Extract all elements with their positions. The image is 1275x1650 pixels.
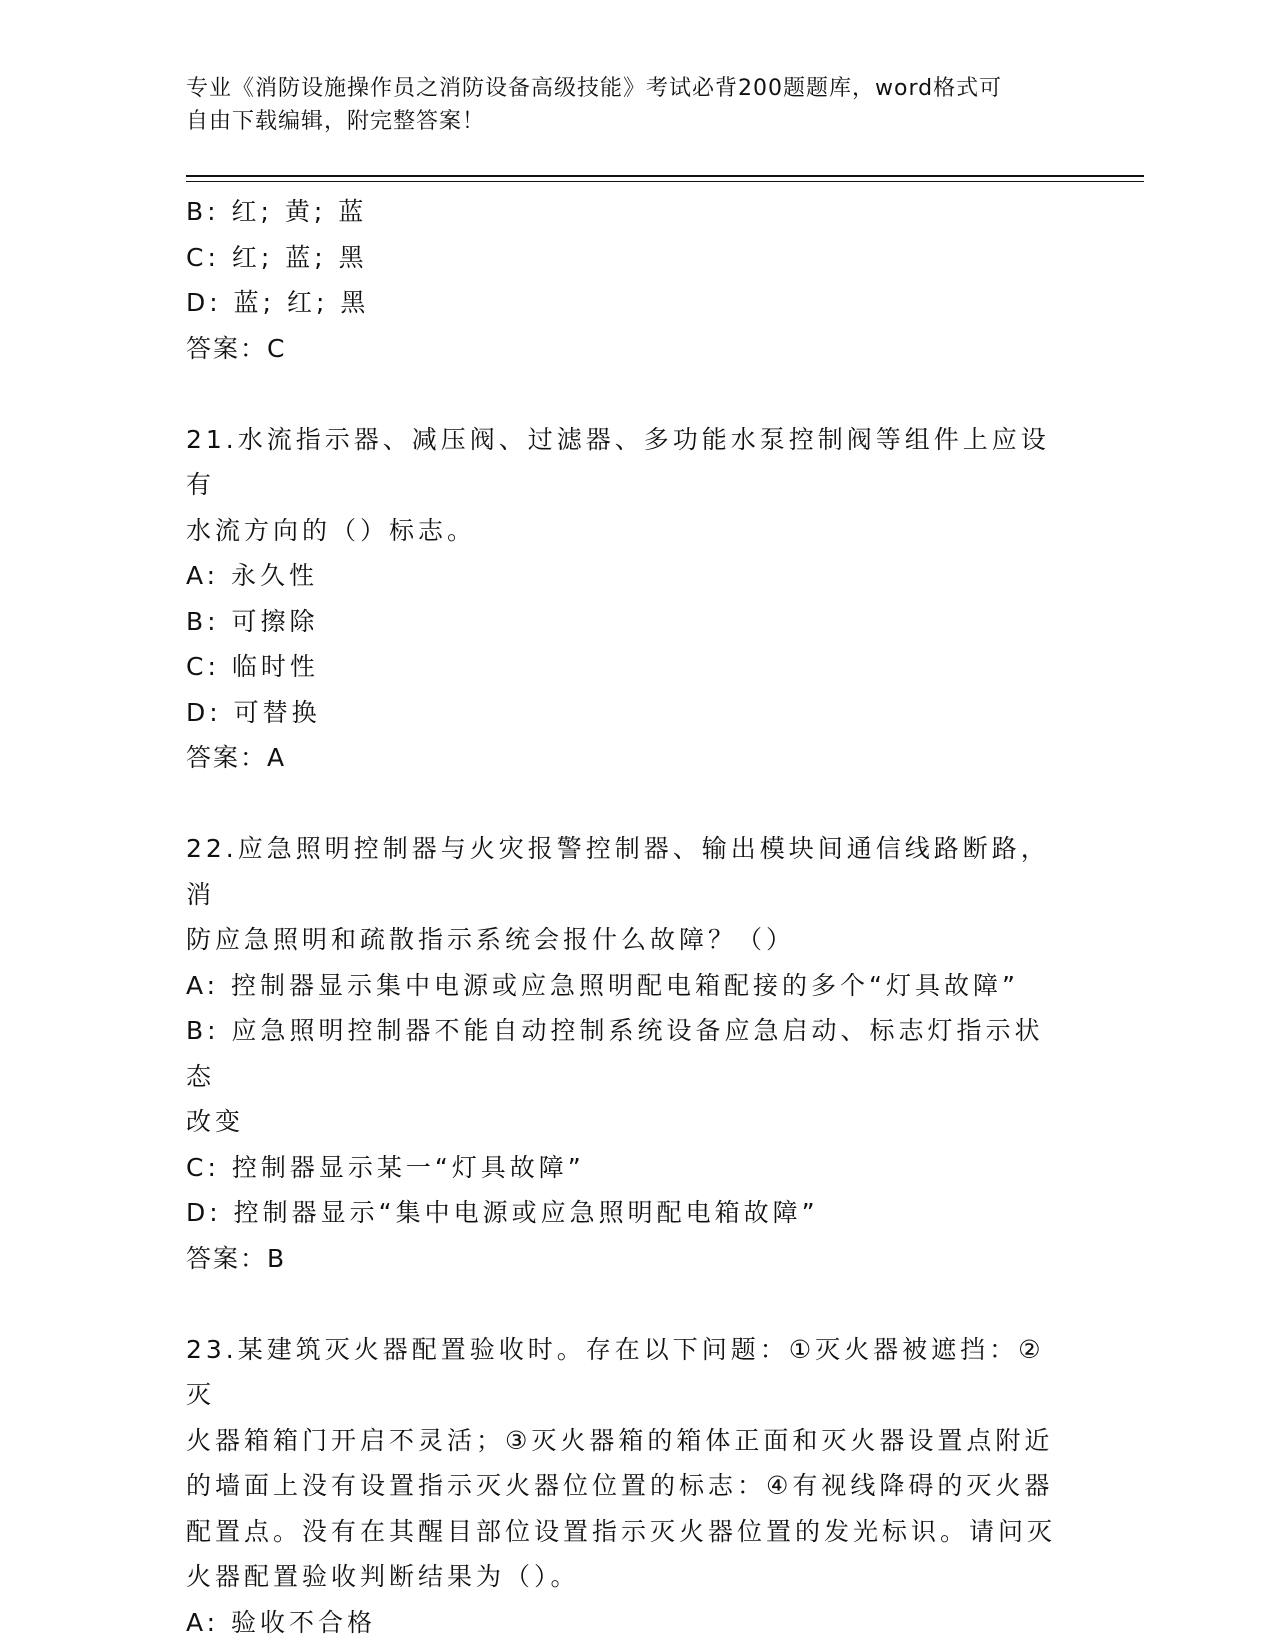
spacer xyxy=(186,1281,1066,1327)
question-22-option-a: A: 控制器显示集中电源或应急照明配电箱配接的多个“灯具故障” xyxy=(186,970,1019,1000)
question-23-stem-line-4: 配置点。没有在其醒目部位设置指示灭火器位置的发光标识。请问灭 xyxy=(186,1516,1057,1546)
question-22-stem-line-1: 22.应急照明控制器与火灾报警控制器、输出模块间通信线路断路，消 xyxy=(186,834,1050,909)
header-rule-thin xyxy=(186,181,1144,182)
document-header xyxy=(186,72,1066,138)
question-23-stem-line-2: 火器箱箱门开启不灵活；③灭火器箱的箱体正面和灭火器设置点附近 xyxy=(186,1425,1054,1455)
question-21-stem-line-2: 水流方向的（）标志。 xyxy=(186,515,477,545)
question-22-option-c: C: 控制器显示某一“灯具故障” xyxy=(186,1152,585,1182)
question-23-stem-line-5: 火器配置验收判断结果为（）。 xyxy=(186,1562,580,1591)
spacer xyxy=(186,371,1066,417)
question-22-answer: 答案：B xyxy=(186,1243,287,1273)
question-21-option-c: C: 临时性 xyxy=(186,652,319,681)
spacer xyxy=(186,781,1066,827)
option-c: C: 红; 蓝; 黑 xyxy=(186,242,368,272)
header-line-1: 专业《消防设施操作员之消防设备高级技能》考试必背200题题库，word格式可 xyxy=(186,76,1003,101)
question-21-stem-line-1: 21.水流指示器、减压阀、过滤器、多功能水泵控制阀等组件上应设有 xyxy=(186,424,1050,499)
question-23-stem-line-1: 23.某建筑灭火器配置验收时。存在以下问题：①灭火器被遮挡：②灭 xyxy=(186,1334,1045,1409)
question-22-option-b: B: 应急照明控制器不能自动控制系统设备应急启动、标志灯指示状态 xyxy=(186,1016,1044,1091)
question-23-stem-line-3: 的墙面上没有设置指示灭火器位位置的标志：④有视线降碍的灭火器 xyxy=(186,1471,1054,1500)
question-22-option-b-cont: 改变 xyxy=(186,1107,245,1136)
question-21-option-d: D: 可替换 xyxy=(186,697,321,727)
header-line-2: 自由下载编辑，附完整答案！ xyxy=(186,109,486,134)
question-23-option-a: A: 验收不合格 xyxy=(186,1607,377,1637)
question-22-option-d: D: 控制器显示“集中电源或应急照明配电箱故障” xyxy=(186,1198,819,1227)
option-b: B: 红; 黄; 蓝 xyxy=(186,197,368,226)
question-21-answer: 答案：A xyxy=(186,743,287,772)
question-22-stem-line-2: 防应急照明和疏散指示系统会报什么故障？（） xyxy=(186,925,796,954)
option-d: D: 蓝; 红; 黑 xyxy=(186,288,370,317)
answer: 答案：C xyxy=(186,333,287,363)
question-21-option-a: A: 永久性 xyxy=(186,561,319,590)
question-content xyxy=(186,189,1066,1645)
header-rule-thick xyxy=(186,175,1144,177)
question-21-option-b: B: 可擦除 xyxy=(186,606,319,636)
